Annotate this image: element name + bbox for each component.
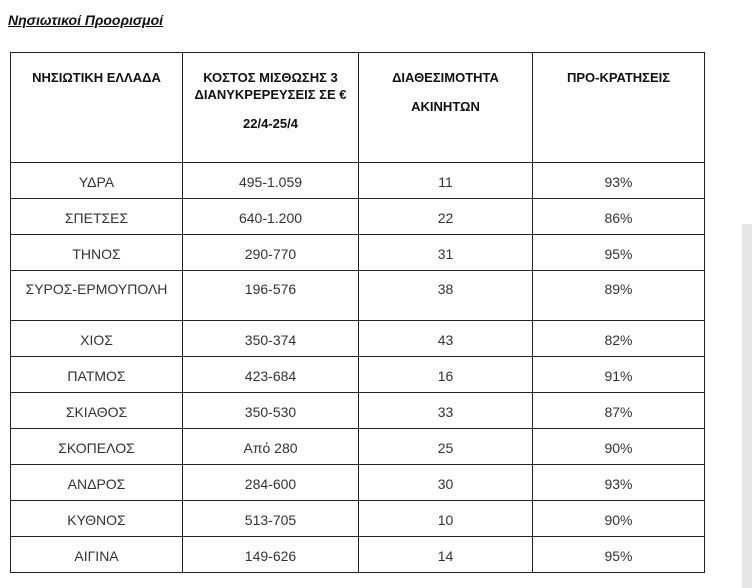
header-cost-label: ΚΟΣΤΟΣ ΜΙΣΘΩΣΗΣ 3 ΔΙΑΝΥΚΡΕΡΕΥΣΕΙΣ ΣΕ €	[194, 70, 347, 102]
availability-cell: 14	[359, 537, 533, 573]
island-cell: ΚΥΘΝΟΣ	[11, 501, 183, 537]
island-cell: ΧΙΟΣ	[11, 321, 183, 357]
island-cell: ΣΠΕΤΣΕΣ	[11, 199, 183, 235]
header-island	[11, 53, 183, 163]
cost-cell: 423-684	[183, 357, 359, 393]
bookings-cell: 82%	[533, 321, 705, 357]
bookings-cell: 89%	[533, 271, 705, 321]
island-cell: ΥΔΡΑ	[11, 163, 183, 199]
bookings-cell: 93%	[533, 163, 705, 199]
island-cell: ΤΗΝΟΣ	[11, 235, 183, 271]
cost-cell: 149-626	[183, 537, 359, 573]
page-title: Νησιωτικοί Προορισμοί	[8, 12, 164, 28]
bookings-cell: 91%	[533, 357, 705, 393]
island-cell: ΠΑΤΜΟΣ	[11, 357, 183, 393]
cost-cell: 350-530	[183, 393, 359, 429]
header-island-label: ΝΗΣΙΩΤΙΚΗ ΕΛΛΑΔΑ	[32, 70, 161, 85]
island-cell: ΣΥΡΟΣ-ΕΡΜΟΥΠΟΛΗ	[11, 271, 183, 321]
header-cost	[183, 53, 359, 163]
availability-cell: 33	[359, 393, 533, 429]
availability-cell: 22	[359, 199, 533, 235]
bookings-cell: 90%	[533, 501, 705, 537]
cost-cell: 513-705	[183, 501, 359, 537]
availability-cell: 10	[359, 501, 533, 537]
table-row	[11, 465, 705, 501]
table-header-row	[11, 53, 705, 163]
destinations-table	[10, 52, 705, 573]
table-row	[11, 271, 705, 321]
bookings-cell: 87%	[533, 393, 705, 429]
island-cell: ΑΝΔΡΟΣ	[11, 465, 183, 501]
cost-cell: 284-600	[183, 465, 359, 501]
cost-cell: 290-770	[183, 235, 359, 271]
cost-cell: 350-374	[183, 321, 359, 357]
header-availability-sub: ΑΚΙΝΗΤΩΝ	[411, 99, 480, 114]
availability-cell: 30	[359, 465, 533, 501]
table-row	[11, 321, 705, 357]
bookings-cell: 95%	[533, 537, 705, 573]
availability-cell: 16	[359, 357, 533, 393]
header-bookings	[533, 53, 705, 163]
island-cell: ΣΚΙΑΘΟΣ	[11, 393, 183, 429]
header-cost-dates: 22/4-25/4	[243, 116, 298, 131]
bookings-cell: 93%	[533, 465, 705, 501]
availability-cell: 11	[359, 163, 533, 199]
bookings-cell: 95%	[533, 235, 705, 271]
availability-cell: 43	[359, 321, 533, 357]
table-row	[11, 501, 705, 537]
cost-cell: 196-576	[183, 271, 359, 321]
header-availability-label: ΔΙΑΘΕΣΙΜΟΤΗΤΑ	[392, 70, 499, 85]
table-row	[11, 537, 705, 573]
table-row	[11, 393, 705, 429]
table-row	[11, 235, 705, 271]
table-row	[11, 357, 705, 393]
availability-cell: 38	[359, 271, 533, 321]
scroll-edge	[742, 224, 752, 588]
table-row	[11, 199, 705, 235]
availability-cell: 25	[359, 429, 533, 465]
cost-cell: 640-1.200	[183, 199, 359, 235]
table-row	[11, 429, 705, 465]
availability-cell: 31	[359, 235, 533, 271]
cost-cell: 495-1.059	[183, 163, 359, 199]
island-cell: ΑΙΓΙΝΑ	[11, 537, 183, 573]
bookings-cell: 90%	[533, 429, 705, 465]
header-availability	[359, 53, 533, 163]
island-cell: ΣΚΟΠΕΛΟΣ	[11, 429, 183, 465]
bookings-cell: 86%	[533, 199, 705, 235]
cost-cell: Από 280	[183, 429, 359, 465]
header-bookings-label: ΠΡΟ-ΚΡΑΤΗΣΕΙΣ	[566, 70, 671, 85]
table-row	[11, 163, 705, 199]
